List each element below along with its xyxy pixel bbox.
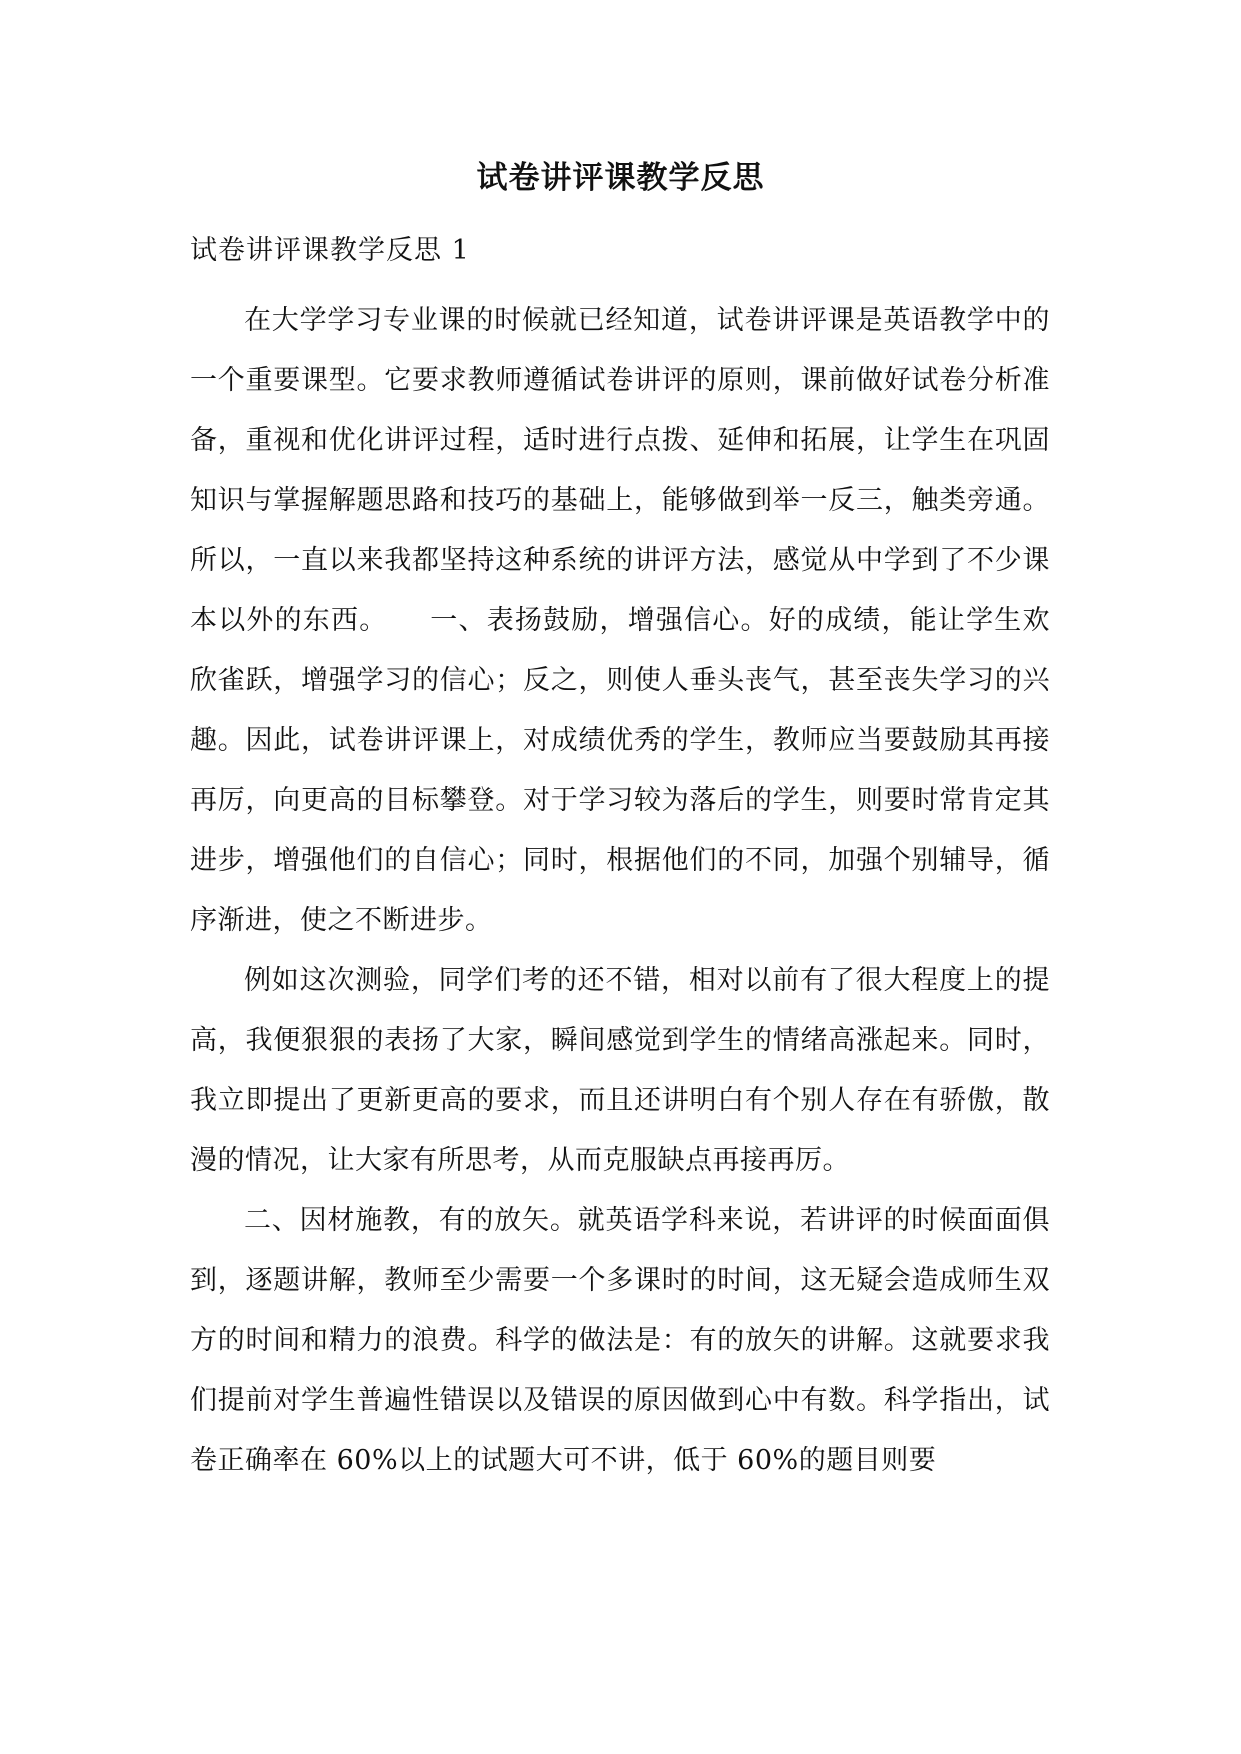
section-heading: 试卷讲评课教学反思 1 [190,235,470,266]
paragraph: 二、因材施教，有的放矢。就英语学科来说，若讲评的时候面面俱到，逐题讲解，教师至少需要一个多课时的时间，这无疑会造成师生双方的时间和精力的浪费。科学的做法是：有的放矢的讲解。这就要求我们提前对学生普遍性错误以及错误的原因做到心中有数。科学指出，试卷正确率在 60%以上的试题大可不讲，低于 60%的题目则要 [190,1205,1050,1476]
paragraph: 例如这次测验，同学们考的还不错，相对以前有了很大程度上的提高，我便狠狠的表扬了大家，瞬间感觉到学生的情绪高涨起来。同时，我立即提出了更新更高的要求，而且还讲明白有个别人存在有骄傲，散漫的情况，让大家有所思考，从而克服缺点再接再厉。 [190,965,1050,1176]
document-title: 试卷讲评课教学反思 [476,160,765,196]
paragraph: 在大学学习专业课的时候就已经知道，试卷讲评课是英语教学中的一个重要课型。它要求教师遵循试卷讲评的原则，课前做好试卷分析准备，重视和优化讲评过程，适时进行点拨、延伸和拓展，让学生在巩固知识与掌握解题思路和技巧的基础上，能够做到举一反三，触类旁通。所以，一直以来我都坚持这种系统的讲评方法，感觉从中学到了不少课本以外的东西。 一、表扬鼓励，增强信心。好的成绩，能让学生欢欣雀跃，增强学习的信心；反之，则使人垂头丧气，甚至丧失学习的兴趣。因此，试卷讲评课上，对成绩优秀的学生，教师应当要鼓励其再接再厉，向更高的目标攀登。对于学习较为落后的学生，则要时常肯定其进步，增强他们的自信心；同时，根据他们的不同，加强个别辅导，循序渐进，使之不断进步。 [190,305,1050,936]
document-body [190,231,1050,1491]
